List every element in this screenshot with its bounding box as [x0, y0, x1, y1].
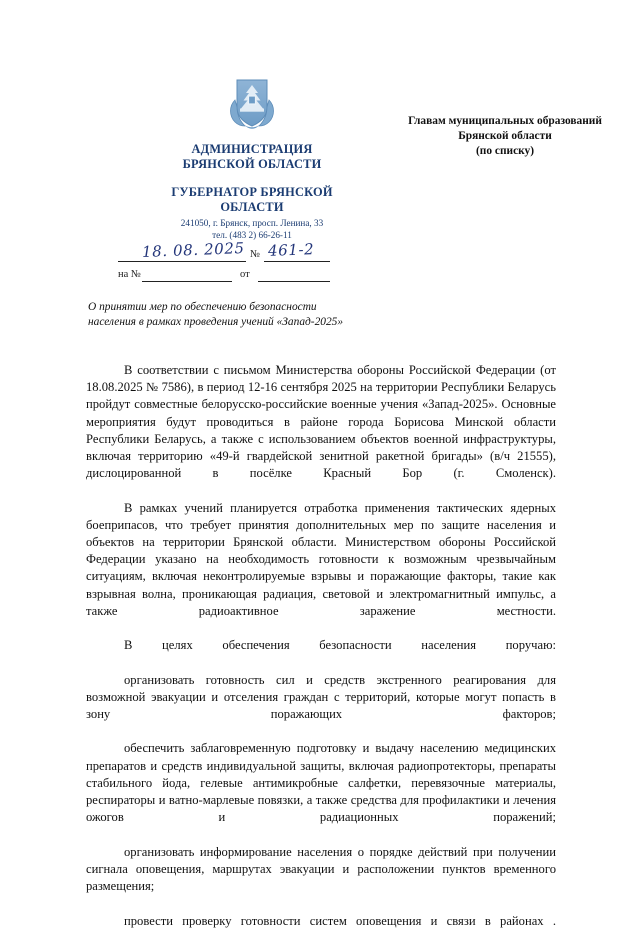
reply-date-rule [258, 281, 330, 282]
reply-number-label: на № [118, 269, 141, 280]
reply-date-label: от [240, 269, 250, 280]
registration-row-date-number [118, 239, 330, 262]
reply-number-rule [142, 281, 232, 282]
registration-block [118, 239, 330, 282]
letterhead-phone: тел. (483 2) 66-26-11 [212, 229, 292, 240]
letterhead-address: 241050, г. Брянск, просп. Ленина, 33 [180, 218, 324, 228]
date-rule [118, 261, 246, 262]
document-body [86, 362, 556, 947]
organization-name-line-1: АДМИНИСТРАЦИЯ [191, 142, 313, 156]
organization-name-line-2: БРЯНСКОЙ ОБЛАСТИ [182, 156, 322, 171]
body-paragraph: провести проверку готовности систем оповещения и связи в районах . [124, 913, 556, 928]
subject-line [88, 300, 418, 331]
governor-title-line-1: ГУБЕРНАТОР БРЯНСКОЙ [171, 185, 333, 199]
handwritten-number: 461-2 [267, 240, 315, 260]
body-paragraph: В соответствии с письмом Министерства обороны Российской Федерации (от 18.08.2025 № 7586), в период 12-16 сентября 2025 на территории Республики Беларусь пройдут совместные белорусско-российские военные учения «Запад-2025». Основные мероприятия будут проводиться в районе города Борисова Минской области Республики Беларусь, а также с использованием объектов военной инфраструктуры, включая территорию «49-й гвардейской зенитной ракетной бригады» (в/ч 21555), дислоцированной в посёлке Красный Бор (г. Смоленск). [86, 363, 556, 481]
addressee-line-3: (по списку) [475, 145, 535, 157]
governor-title-line-2: ОБЛАСТИ [220, 199, 284, 214]
subject-line-1: О принятии мер по обеспечению безопасности [88, 301, 317, 313]
number-sign: № [250, 249, 261, 260]
registration-row-reply [118, 264, 330, 282]
body-paragraph: В рамках учений планируется отработка применения тактических ядерных боеприпасов, что требует принятия дополнительных мер по защите населения и объектов на территории Брянской области. Министерством обороны Российской Федерации указано на необходимость готовности к возможным чрезвычайным ситуациям, включая неконтролируемые взрывы и поражающие факторы, такие как взрывная волна, проникающая радиация, световой и электромагнитный импульс, а также радиоактивное заражение местности. [86, 500, 556, 618]
subject-line-2: населения в рамках проведения учений «Запад-2025» [88, 316, 344, 329]
handwritten-date: 18. 08. 2025 [141, 239, 245, 261]
addressee-line-1: Главам муниципальных образований [408, 115, 602, 127]
body-paragraph: В целях обеспечения безопасности населения поручаю: [124, 638, 556, 653]
body-paragraph: обеспечить заблаговременную подготовку и выдачу населению медицинских препаратов и средств индивидуальной защиты, включая радиопротекторы, препараты стабильного йода, гелевые антимикробные салфетки, перевязочные материалы, респираторы и ватно-марлевые повязки, а также средства для профилактики и лечения ожогов и радиационных поражений; [86, 741, 556, 825]
bryansk-oblast-coat-of-arms-icon [221, 74, 283, 136]
number-rule [264, 261, 330, 262]
body-paragraph: организовать готовность сил и средств экстренного реагирования для возможной эвакуации и отселения граждан с территорий, которые могут попасть в зону поражающих факторов; [86, 672, 556, 722]
letterhead [118, 74, 386, 241]
body-paragraph: организовать информирование населения о порядке действий при получении сигнала оповещения, маршрутах эвакуации и расположении пунктов временного размещения; [86, 844, 556, 894]
addressee-line-2: Брянской области [458, 130, 552, 142]
addressee-block [385, 114, 625, 159]
